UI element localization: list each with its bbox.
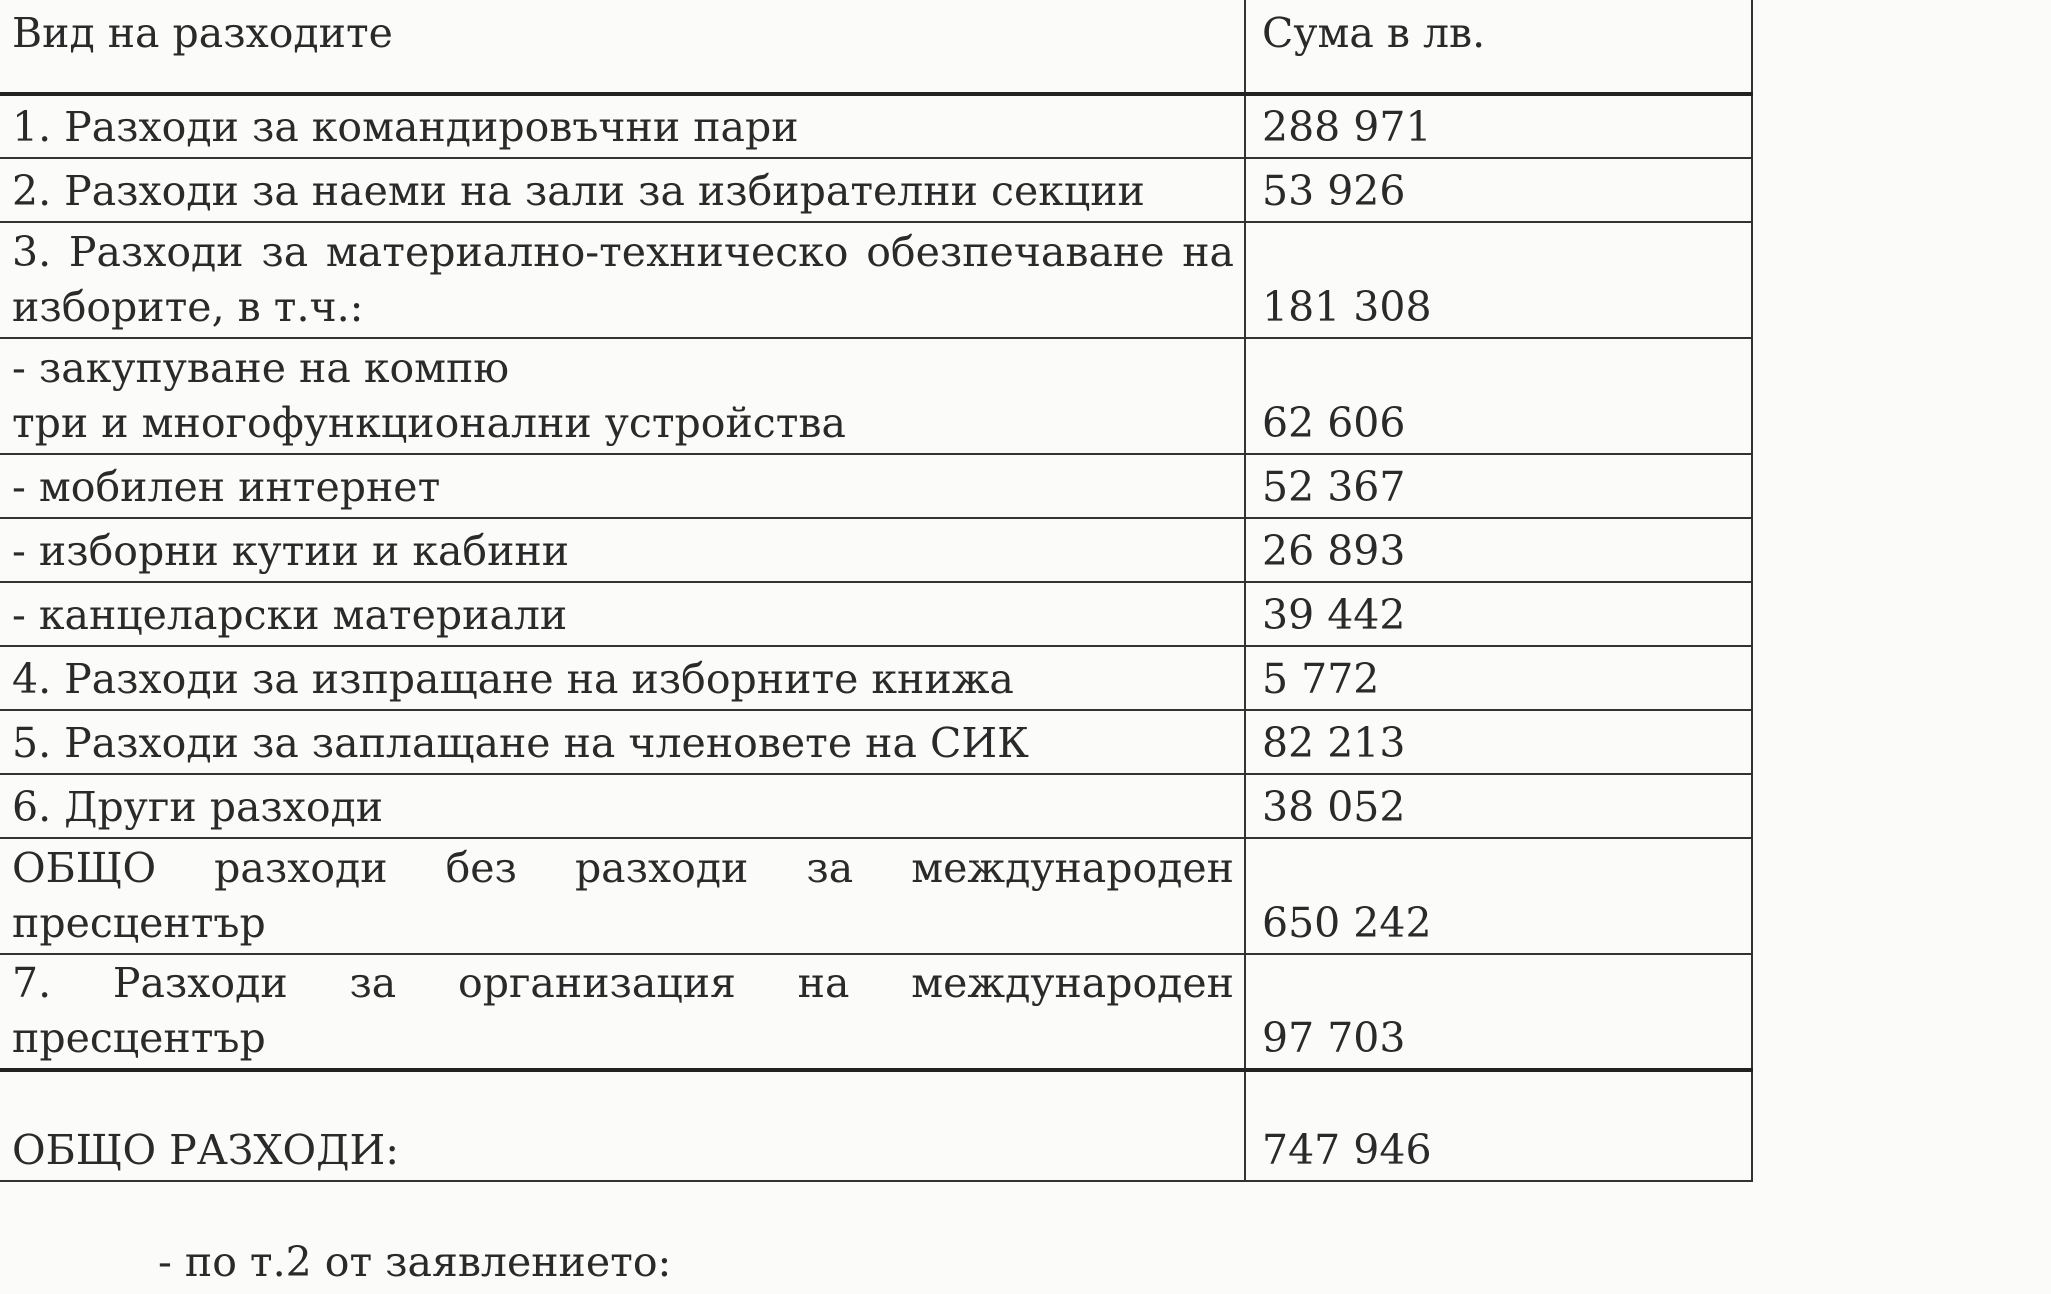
row-amount: 288 971 — [1245, 94, 1752, 158]
table-row — [0, 582, 1752, 646]
row-label: - изборни кутии и кабини — [0, 518, 1245, 582]
row-amount: 62 606 — [1245, 338, 1752, 454]
row-label: 5. Разходи за заплащане на членовете на СИК — [0, 710, 1245, 774]
row-label: 7. Разходи за организация на международен пресцентър — [0, 954, 1245, 1070]
row-label: ОБЩО разходи без разходи за международен пресцентър — [0, 838, 1245, 954]
table-row — [0, 774, 1752, 838]
table-row — [0, 338, 1752, 454]
row-label: 2. Разходи за наеми на зали за избирателни секции — [0, 158, 1245, 222]
row-label: 3. Разходи за материално-техническо обезпечаване на изборите, в т.ч.: — [0, 222, 1245, 338]
header-amount: Сума в лв. — [1245, 0, 1752, 94]
row-amount: 82 213 — [1245, 710, 1752, 774]
row-amount: 53 926 — [1245, 158, 1752, 222]
table-row — [0, 222, 1752, 338]
row-amount: 97 703 — [1245, 954, 1752, 1070]
table-row — [0, 454, 1752, 518]
table-row — [0, 710, 1752, 774]
row-label: 1. Разходи за командировъчни пари — [0, 94, 1245, 158]
table-total-row — [0, 1070, 1752, 1181]
row-label: - мобилен интернет — [0, 454, 1245, 518]
row-label: - канцеларски материали — [0, 582, 1245, 646]
table-header-row — [0, 0, 1752, 94]
total-label: ОБЩО РАЗХОДИ: — [0, 1070, 1245, 1181]
table-row — [0, 954, 1752, 1070]
row-amount: 38 052 — [1245, 774, 1752, 838]
row-amount: 52 367 — [1245, 454, 1752, 518]
row-label: 4. Разходи за изпращане на изборните книжа — [0, 646, 1245, 710]
row-amount: 39 442 — [1245, 582, 1752, 646]
row-label-line: три и многофункционални устройства — [12, 399, 846, 447]
header-expense-type: Вид на разходите — [0, 0, 1245, 94]
section-note: - по т.2 от заявлението: — [158, 1238, 672, 1286]
row-label — [0, 338, 1245, 454]
row-amount: 650 242 — [1245, 838, 1752, 954]
row-amount: 5 772 — [1245, 646, 1752, 710]
table-row — [0, 158, 1752, 222]
total-amount: 747 946 — [1245, 1070, 1752, 1181]
table-row — [0, 646, 1752, 710]
table-row — [0, 838, 1752, 954]
row-label-line: - закупуване на компю — [12, 344, 510, 392]
row-amount: 26 893 — [1245, 518, 1752, 582]
row-label: 6. Други разходи — [0, 774, 1245, 838]
row-amount: 181 308 — [1245, 222, 1752, 338]
table-row — [0, 94, 1752, 158]
table-row — [0, 518, 1752, 582]
